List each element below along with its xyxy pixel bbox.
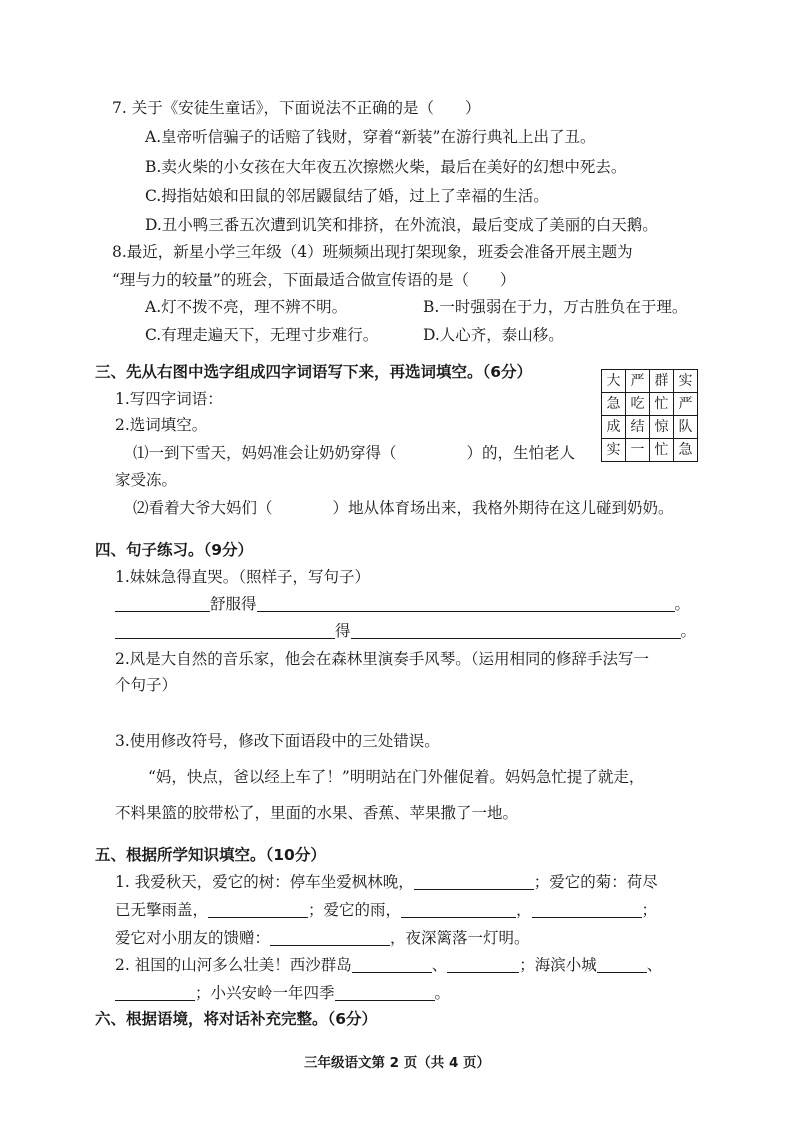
fill2-text-b: ）地从体育场出来，我格外期待在这儿碰到奶奶。 [332, 499, 674, 517]
end-mark: 。 [680, 622, 697, 640]
q8-option-a: A.灯不拨不亮，理不辨不明。 [145, 298, 348, 316]
grid-cell: 队 [674, 416, 698, 439]
grid-cell: 实 [602, 439, 626, 462]
grid-cell: 惊 [650, 416, 674, 439]
fill1-text-a: ⑴一到下雪天，妈妈准会让奶奶穿得（ [133, 444, 397, 462]
q7-option-b: B.卖火柴的小女孩在大年夜五次擦燃火柴，最后在美好的幻想中死去。 [145, 158, 627, 176]
fill1-text-b: ）的，生怕老人 [466, 444, 576, 462]
text: ，夜深篱落一灯明。 [390, 929, 530, 947]
answer-blank[interactable] [532, 901, 642, 918]
text: 已无擎雨盖， [115, 901, 209, 919]
sec4-answer-line2 [115, 621, 696, 641]
grid-cell: 急 [674, 439, 698, 462]
sec4-paragraph-line2: 不料果篮的胶带松了，里面的水果、香蕉、苹果撒了一地。 [115, 804, 519, 822]
text: ；海滨小城 [519, 956, 597, 974]
sec5-line3 [115, 928, 530, 948]
sec3-fill2 [133, 498, 674, 518]
sec4-item2-line1: 2.风是大自然的音乐家，他会在森林里演奏手风琴。（运用相同的修辞手法写一 [115, 650, 650, 668]
line1-word: 舒服得 [210, 595, 257, 613]
answer-blank[interactable] [208, 901, 308, 918]
sec5-line1 [115, 872, 658, 892]
sec3-item2: 2.选词填空。 [115, 416, 208, 434]
sec5-line4 [115, 955, 662, 975]
grid-cell: 一 [626, 439, 650, 462]
text: 、 [431, 956, 448, 974]
answer-blank[interactable] [351, 622, 681, 639]
sec3-fill1-cont: 家受冻。 [115, 471, 178, 489]
q8-stem-line2: “理与力的较量”的班会，下面最适合做宣传语的是（ ） [112, 271, 516, 289]
grid-cell: 急 [602, 393, 626, 416]
q8-stem-line1: 8.最近，新星小学三年级（4）班频频出现打架现象，班委会准备开展主题为 [112, 243, 633, 261]
section6-title: 六、根据语境，将对话补充完整。（6分） [95, 1010, 378, 1028]
q7-option-a: A.皇帝听信骗子的话赔了钱财，穿着“新装”在游行典礼上出了丑。 [145, 128, 596, 146]
sec5-line5 [115, 983, 450, 1003]
character-grid [601, 369, 698, 462]
answer-blank[interactable] [401, 901, 516, 918]
sec4-item3: 3.使用修改符号，修改下面语段中的三处错误。 [115, 732, 440, 750]
grid-cell: 结 [626, 416, 650, 439]
sec4-paragraph-line1: “妈，快点，爸以经上车了！”明明站在门外催促着。妈妈急忙提了就走， [148, 768, 645, 786]
grid-cell: 忙 [650, 393, 674, 416]
text: 2. 祖国的山河多么壮美！西沙群岛 [115, 956, 352, 974]
line2-word: 得 [335, 622, 351, 640]
answer-blank[interactable] [352, 956, 432, 973]
text: 1. 我爱秋天，爱它的树：停车坐爱枫林晚， [115, 873, 414, 891]
answer-blank[interactable] [414, 873, 534, 890]
sec3-fill1 [133, 443, 575, 463]
text: ； [641, 901, 658, 919]
page-footer: 三年级语文第 2 页（共 4 页） [303, 1055, 491, 1071]
q8-option-b: B.一时强弱在于力，万古胜负在于理。 [423, 298, 688, 316]
grid-cell: 成 [602, 416, 626, 439]
grid-cell: 严 [626, 370, 650, 393]
answer-blank[interactable] [115, 595, 210, 612]
q7-stem: 7. 关于《安徒生童话》，下面说法不正确的是（ ） [112, 99, 481, 117]
end-mark: 。 [674, 595, 691, 613]
grid-cell: 群 [650, 370, 674, 393]
grid-cell: 吃 [626, 393, 650, 416]
grid-cell: 严 [674, 393, 698, 416]
answer-blank[interactable] [115, 622, 335, 639]
sec4-answer-line1 [115, 594, 690, 614]
section4-title: 四、句子练习。（9分） [95, 541, 254, 559]
grid-cell: 大 [602, 370, 626, 393]
text: 爱它对小朋友的馈赠： [115, 929, 271, 947]
q7-option-c: C.拇指姑娘和田鼠的邻居鼹鼠结了婚，过上了幸福的生活。 [145, 187, 549, 205]
sec5-line2 [115, 900, 657, 920]
q8-option-c: C.有理走遍天下，无理寸步难行。 [145, 326, 379, 344]
text: ；小兴安岭一年四季 [195, 984, 335, 1002]
sec3-item1: 1.写四字词语： [115, 390, 223, 408]
q8-option-d: D.人心齐，泰山移。 [423, 326, 564, 344]
text: ， [516, 901, 532, 919]
answer-blank[interactable] [335, 984, 435, 1001]
text: 、 [646, 956, 663, 974]
answer-blank[interactable] [447, 956, 519, 973]
section5-title: 五、根据所学知识填空。（10分） [95, 846, 326, 864]
fill2-text-a: ⑵看着大爷大妈们（ [133, 499, 273, 517]
answer-blank[interactable] [257, 595, 675, 612]
q7-option-d: D.丑小鸭三番五次遭到讥笑和排挤，在外流浪，最后变成了美丽的白天鹅。 [145, 216, 658, 234]
answer-blank[interactable] [597, 956, 647, 973]
text: ；爱它的雨， [308, 901, 402, 919]
grid-cell: 实 [674, 370, 698, 393]
answer-blank[interactable] [270, 929, 390, 946]
text: ；爱它的菊：荷尽 [533, 873, 658, 891]
section3-title: 三、先从右图中选字组成四字词语写下来，再选词填空。（6分） [95, 363, 533, 381]
text: 。 [434, 984, 451, 1002]
answer-blank[interactable] [115, 984, 195, 1001]
sec4-item1: 1.妹妹急得直哭。（照样子，写句子） [115, 568, 371, 586]
grid-cell: 忙 [650, 439, 674, 462]
sec4-item2-line2: 个句子） [115, 676, 178, 694]
